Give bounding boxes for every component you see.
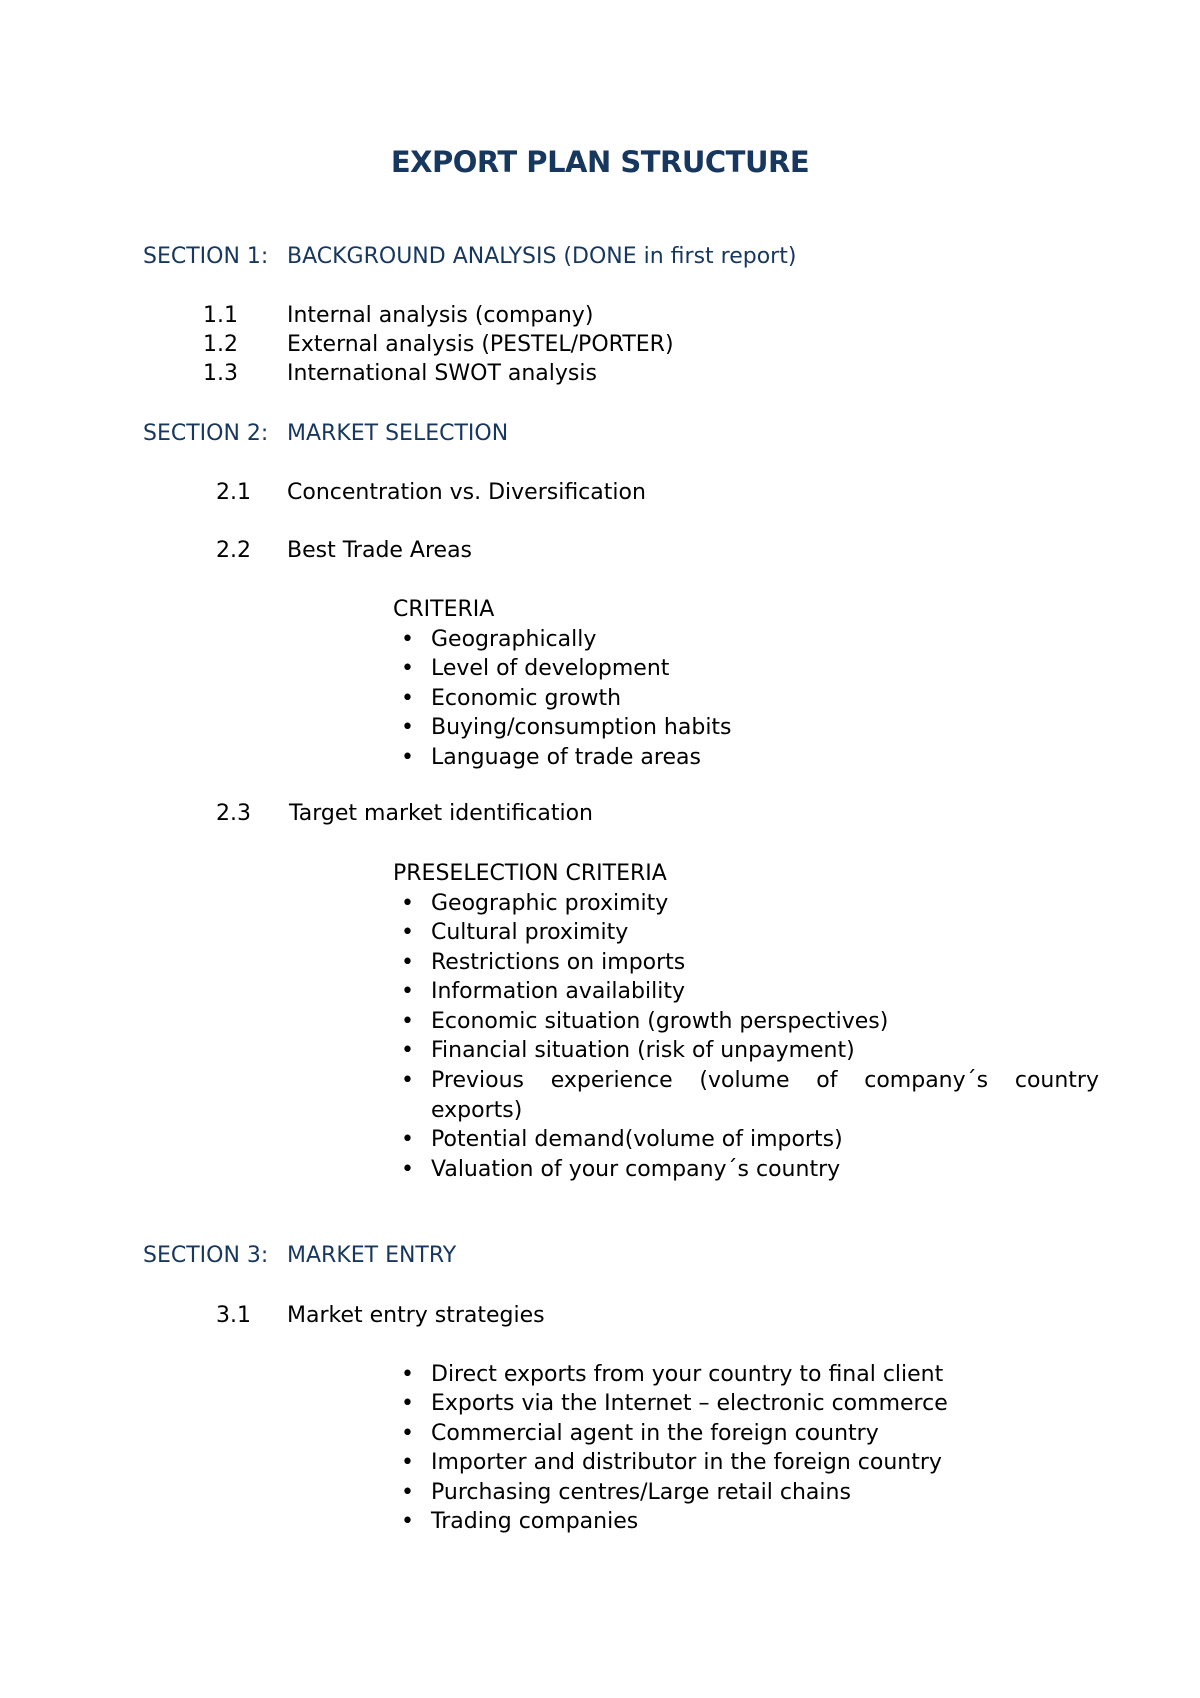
bullet-icon: •: [401, 891, 414, 916]
bullet-icon: •: [401, 1391, 414, 1416]
bullet-text: Trading companies: [431, 1509, 639, 1534]
bullet-text: Restrictions on imports: [431, 950, 686, 975]
bullet-text: Geographic proximity: [431, 891, 669, 916]
section-number: SECTION 1:: [143, 244, 269, 269]
item-number: 1.2: [203, 332, 238, 357]
bullet-text: Commercial agent in the foreign country: [431, 1421, 879, 1446]
section-title: MARKET SELECTION: [287, 421, 509, 446]
bullet-icon: •: [401, 979, 414, 1004]
bullet-icon: •: [401, 745, 414, 770]
bullet-icon: •: [401, 627, 414, 652]
bullet-text: Geographically: [431, 627, 597, 652]
bullet-icon: •: [401, 1127, 414, 1152]
section-title: BACKGROUND ANALYSIS (DONE in first report): [287, 244, 797, 269]
item-number: 2.2: [216, 538, 251, 563]
item-number: 3.1: [216, 1303, 251, 1328]
bullet-icon: •: [401, 1157, 414, 1182]
bullet-icon: •: [401, 1038, 414, 1063]
bullet-icon: •: [401, 656, 414, 681]
bullet-icon: •: [401, 715, 414, 740]
bullet-text: Information availability: [431, 979, 685, 1004]
criteria-heading: CRITERIA: [393, 597, 495, 622]
bullet-icon: •: [401, 920, 414, 945]
bullet-text-continuation: exports): [431, 1098, 523, 1123]
bullet-text: Valuation of your company´s country: [431, 1157, 841, 1182]
section-number: SECTION 2:: [143, 421, 269, 446]
bullet-icon: •: [401, 950, 414, 975]
bullet-text: Exports via the Internet – electronic commerce: [431, 1391, 948, 1416]
bullet-text: Potential demand(volume of imports): [431, 1127, 843, 1152]
bullet-text: Cultural proximity: [431, 920, 629, 945]
bullet-text: Purchasing centres/Large retail chains: [431, 1480, 851, 1505]
bullet-text: Economic situation (growth perspectives): [431, 1009, 889, 1034]
item-number: 2.1: [216, 480, 251, 505]
item-number: 2.3: [216, 801, 251, 826]
bullet-icon: •: [401, 1421, 414, 1446]
item-text: International SWOT analysis: [287, 361, 597, 386]
section-title: MARKET ENTRY: [287, 1243, 457, 1268]
section-number: SECTION 3:: [143, 1243, 269, 1268]
bullet-text: Importer and distributor in the foreign country: [431, 1450, 942, 1475]
preselection-heading: PRESELECTION CRITERIA: [393, 861, 667, 886]
item-text: External analysis (PESTEL/PORTER): [287, 332, 674, 357]
section-3-heading: [143, 1243, 456, 1268]
item-text: Market entry strategies: [287, 1303, 545, 1328]
item-text: Target market identification: [289, 801, 593, 826]
item-text: Internal analysis (company): [287, 303, 594, 328]
bullet-icon: •: [401, 1450, 414, 1475]
item-text: Concentration vs. Diversification: [287, 480, 646, 505]
bullet-icon: •: [401, 686, 414, 711]
bullet-text: Language of trade areas: [431, 745, 701, 770]
bullet-icon: •: [401, 1068, 414, 1093]
bullet-icon: •: [401, 1362, 414, 1387]
section-2-heading: [143, 421, 508, 446]
page-title: EXPORT PLAN STRUCTURE: [390, 145, 810, 179]
bullet-text: Previous experience (volume of company´s country: [431, 1068, 1099, 1093]
bullet-icon: •: [401, 1009, 414, 1034]
item-text: Best Trade Areas: [287, 538, 473, 563]
bullet-text: Level of development: [431, 656, 670, 681]
bullet-text: Buying/consumption habits: [431, 715, 732, 740]
item-number: 1.1: [203, 303, 238, 328]
bullet-text: Economic growth: [431, 686, 622, 711]
bullet-text: Direct exports from your country to final client: [431, 1362, 944, 1387]
section-1-heading: [143, 244, 796, 269]
item-number: 1.3: [203, 361, 238, 386]
bullet-icon: •: [401, 1480, 414, 1505]
bullet-icon: •: [401, 1509, 414, 1534]
bullet-text: Financial situation (risk of unpayment): [431, 1038, 855, 1063]
